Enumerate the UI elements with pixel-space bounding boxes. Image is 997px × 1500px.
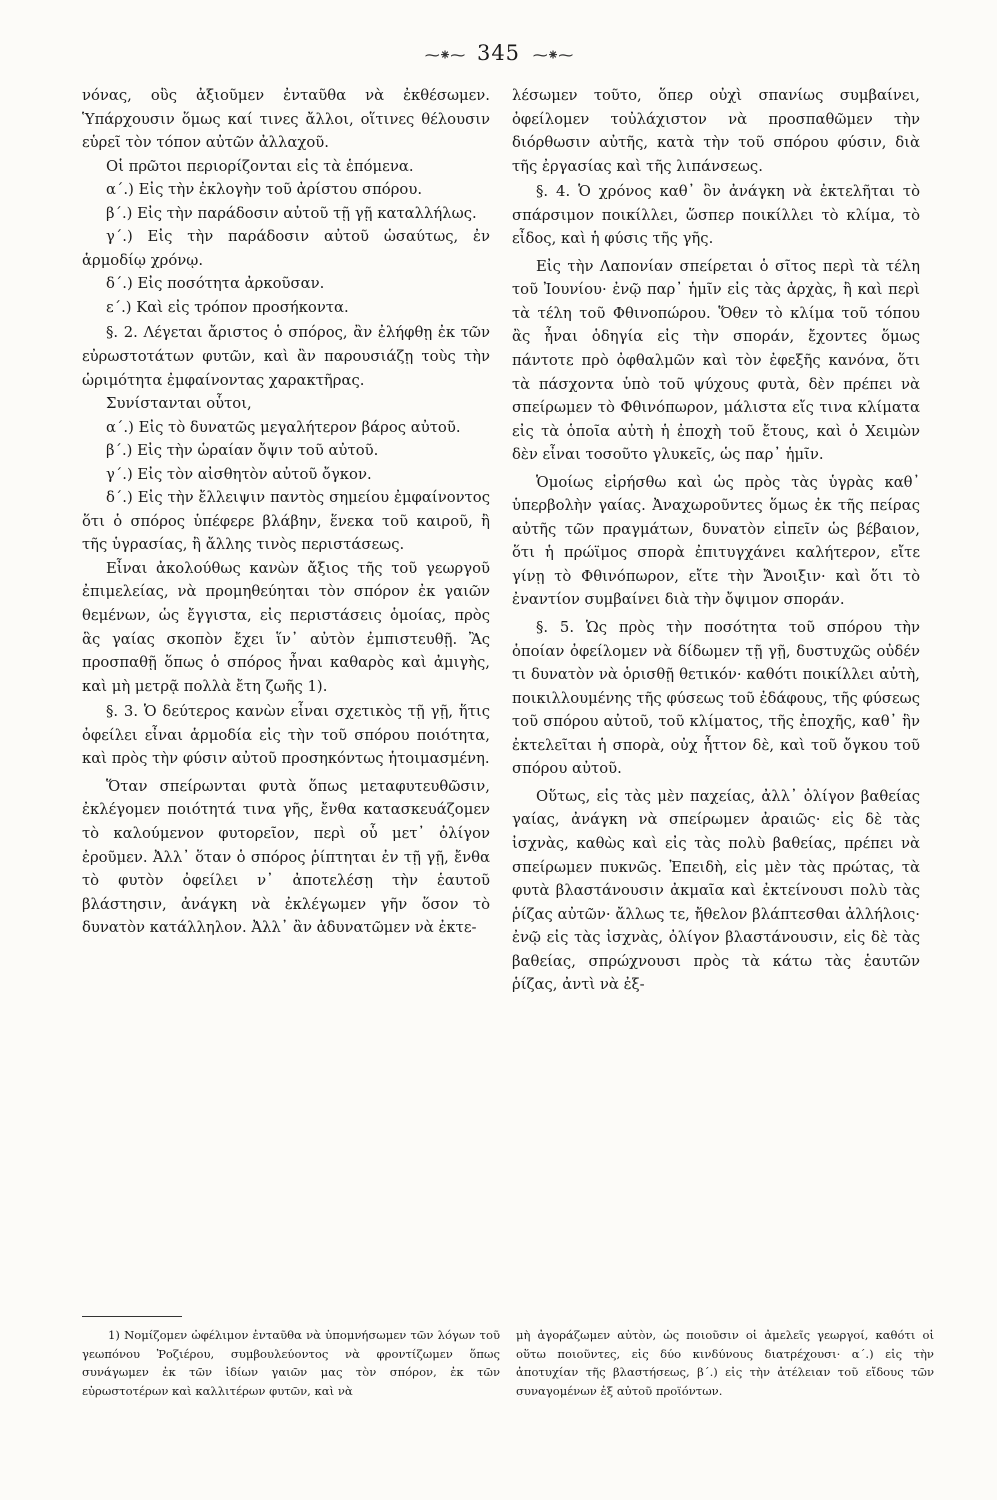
- paragraph: β΄.) Εἰς τὴν παράδοσιν αὐτοῦ τῇ γῇ καταλλήλως.: [106, 204, 477, 222]
- paragraph: Ὅταν σπείρωνται φυτὰ ὅπως μεταφυτευθῶσιν, ἐκλέγομεν ποιότητά τινα γῆς, ἔνθα κατασκευάζομεν τὸ καλούμενον φυτορεῖον, περὶ οὗ μετ᾿ ὀλίγον ἐροῦμεν. Ἀλλ᾿ ὅταν ὁ σπόρος ῥίπτηται ἐν τῇ γῇ, ἔνθα τὸ φυτὸν ὀφείλει ν᾿ ἀποτελέσῃ τὴν ἑαυτοῦ βλάστησιν, ἀνάγκη νὰ ἐκλέγωμεν γῆν ὅσον τὸ δυνατὸν κατάλληλον. Ἀλλ᾿ ἂν ἀδυνατῶμεν νὰ ἐκτε-: [82, 777, 490, 937]
- paragraph: δ΄.) Εἰς τὴν ἔλλειψιν παντὸς σημείου ἐμφαίνοντος ὅτι ὁ σπόρος ὑπέφερε βλάβην, ἕνεκα τοῦ καιροῦ, ἢ τῆς ὑγρασίας, ἢ ἄλλης τινὸς περιστάσεως.: [82, 489, 490, 554]
- paragraph: §. 5. Ὡς πρὸς τὴν ποσότητα τοῦ σπόρου τὴν ὁποίαν ὀφείλομεν νὰ δίδωμεν τῇ γῇ, δυστυχῶς οὐδέν τι δυνατὸν νὰ ὁρισθῇ θετικόν· καθότι ποικίλλει αὐτὴ, ποικιλλουμένης τῆς φύσεως τοῦ ἐδάφους, τῆς φύσεως τοῦ σπόρου αὐτοῦ, τοῦ κλίματος, τῆς ἐποχῆς, καθ᾿ ἣν ἐκτελεῖται ἡ σπορὰ, οὐχ ἧττον δὲ, καὶ τοῦ ὄγκου τοῦ σπόρου αὐτοῦ.: [512, 619, 920, 778]
- paragraph: §. 4. Ὁ χρόνος καθ᾿ ὃν ἀνάγκη νὰ ἐκτελῆται τὸ σπάρσιμον ποικίλλει, ὥσπερ ποικίλλει τὸ κλίμα, τὸ εἶδος, καὶ ἡ φύσις τῆς γῆς.: [512, 183, 920, 248]
- ornament-left-icon: ⁓⁕⁓: [424, 46, 465, 64]
- paragraph: ε΄.) Καὶ εἰς τρόπον προσήκοντα.: [106, 298, 349, 316]
- right-column: [512, 84, 920, 994]
- page-number: 345: [476, 41, 521, 65]
- paragraph: Ὁμοίως εἰρήσθω καὶ ὡς πρὸς τὰς ὑγρὰς καθ᾿ ὑπερβολὴν γαίας. Ἀναχωροῦντες ὅμως ἐκ τῆς πείρας αὐτῆς τῶν πραγμάτων, δυνατὸν εἰπεῖν ὡς βέβαιον, ὅτι ἡ πρώϊμος σπορὰ ἐπιτυγχάνει καλήτερον, εἴτε γίνῃ τὸ Φθινόπωρον, εἴτε τὴν Ἄνοιξιν· καὶ ὅτι τὸ ἐναντίον συμβαίνει διὰ τὴν ὄψιμον σποράν.: [512, 473, 920, 609]
- footnote-text: μὴ ἀγοράζωμεν αὐτὸν, ὡς ποιοῦσιν οἱ ἀμελεῖς γεωργοί, καθότι οἱ οὕτω ποιοῦντες, εἰς δύο κινδύνους διατρέχουσι· α΄.) εἰς τὴν ἀποτυχίαν τῆς βλαστήσεως, β΄.) εἰς τὴν ἀτέλειαν τοῦ εἴδους τῶν συναγομένων ἐξ αὐτοῦ προϊόντων.: [516, 1328, 934, 1398]
- footnote-rule: [82, 1316, 182, 1317]
- paragraph: γ΄.) Εἰς τὸν αἰσθητὸν αὐτοῦ ὄγκον.: [106, 465, 372, 483]
- paragraph: λέσωμεν τοῦτο, ὅπερ οὐχὶ σπανίως συμβαίνει, ὀφείλομεν τοὐλάχιστον νὰ προσπαθῶμεν τὴν διόρθωσιν αὐτῆς, κατὰ τὴν τοῦ σπόρου φύσιν, διὰ τῆς ἐργασίας καὶ τῆς λιπάνσεως.: [512, 87, 920, 175]
- paragraph: νόνας, οὓς ἀξιοῦμεν ἐνταῦθα νὰ ἐκθέσωμεν. Ὑπάρχουσιν ὅμως καί τινες ἄλλοι, οἵτινες θέλουσιν εὑρεῖ τὸν τόπον αὐτῶν ἀλλαχοῦ.: [82, 87, 490, 152]
- paragraph: Εἶναι ἀκολούθως κανὼν ἄξιος τῆς τοῦ γεωργοῦ ἐπιμελείας, νὰ προμηθεύηται τὸν σπόρον ἐκ γαιῶν θεμένων, ὡς ἔγγιστα, εἰς περιστάσεις ὁμοίας, πρὸς ἃς γαίας σκοπὸν ἔχει ἵν᾿ αὐτὸν ἐμπιστευθῇ. Ἂς προσπαθῇ ὅπως ὁ σπόρος ἦναι καθαρὸς καὶ ἀμιγὴς, καὶ μὴ μετρᾷ πολλὰ ἔτη ζωῆς 1).: [82, 559, 490, 695]
- paragraph: §. 3. Ὁ δεύτερος κανὼν εἶναι σχετικὸς τῇ γῇ, ἥτις ὀφείλει εἶναι ἁρμοδία εἰς τὴν τοῦ σπόρου ποιότητα, καὶ πρὸς τὴν φύσιν αὐτοῦ προσηκόντως ἡτοιμασμένη.: [82, 703, 490, 768]
- paragraph: δ΄.) Εἰς ποσότητα ἀρκοῦσαν.: [106, 275, 325, 293]
- paragraph: §. 2. Λέγεται ἄριστος ὁ σπόρος, ἂν ἐλήφθῃ ἐκ τῶν εὐρωστοτάτων φυτῶν, καὶ ἂν παρουσιάζῃ τοὺς τὴν ὡριμότητα ἐμφαίνοντας χαρακτῆρας.: [82, 324, 490, 389]
- left-column: [82, 84, 490, 937]
- paragraph: Οὕτως, εἰς τὰς μὲν παχείας, ἀλλ᾿ ὀλίγον βαθείας γαίας, ἀνάγκη νὰ σπείρωμεν ἀραιῶς· εἰς δὲ τὰς ἰσχνὰς, καθὼς καὶ εἰς τὰς πολὺ βαθείας, πρέπει νὰ σπείρωμεν πυκνῶς. Ἐπειδὴ, εἰς μὲν τὰς πρώτας, τὰ φυτὰ βλαστάνουσιν ἀκμαῖα καὶ ἐκτείνουσι πολὺ τὰς ῥίζας αὐτῶν· ἄλλως τε, ἤθελον βλάπτεσθαι ἀλλήλοις· ἐνῷ εἰς τὰς ἰσχνὰς, ὀλίγον βλαστάνουσιν, εἰς δὲ τὰς βαθείας, σπρώχνουσι πρὸς τὰ κάτω τὰς ἑαυτῶν ῥίζας, ἀντὶ νὰ ἐξ-: [512, 787, 920, 994]
- footnote-right: [516, 1326, 934, 1400]
- paragraph: γ΄.) Εἰς τὴν παράδοσιν αὐτοῦ ὡσαύτως, ἐν ἁρμοδίῳ χρόνῳ.: [82, 228, 490, 269]
- ornament-right-icon: ⁓⁕⁓: [532, 46, 573, 64]
- paragraph: α΄.) Εἰς τὴν ἐκλογὴν τοῦ ἀρίστου σπόρου.: [106, 181, 423, 199]
- footnote-left: [82, 1326, 500, 1400]
- footnote-text: 1) Νομίζομεν ὠφέλιμον ἐνταῦθα νὰ ὑπομνήσωμεν τῶν λόγων τοῦ γεωπόνου Ῥοζιέρου, συμβουλεύοντος νὰ φροντίζωμεν ὅπως συνάγωμεν ἐκ τῶν ἰδίων γαιῶν μας τὸν σπόρον, ἐκ τῶν εὐρωστοτέρων καὶ καλλιτέρων φυτῶν, καὶ νὰ: [82, 1328, 500, 1398]
- paragraph: β΄.) Εἰς τὴν ὡραίαν ὄψιν τοῦ αὐτοῦ.: [106, 442, 379, 460]
- paragraph: Συνίστανται οὗτοι,: [106, 395, 252, 413]
- paragraph: Εἰς τὴν Λαπονίαν σπείρεται ὁ σῖτος περὶ τὰ τέλη τοῦ Ἰουνίου· ἐνῷ παρ᾿ ἡμῖν εἰς τὰς ἀρχὰς, ἢ καὶ περὶ τὰ τέλη τοῦ Φθινοπώρου. Ὅθεν τὸ κλίμα τοῦ τόπου ἂς ἦναι ὁδηγία εἰς τὴν σποράν, ἔχοντες ὅμως πάντοτε πρὸ ὀφθαλμῶν καὶ τὸν ἐφεξῆς κανόνα, ὅτι τὰ πάσχοντα ὑπὸ τοῦ ψύχους φυτὰ, δὲν πρέπει νὰ σπείρωμεν τὸ Φθινόπωρον, μάλιστα εἴς τινα κλίματα εἰς τὰ ὁποῖα αὐτὴ ἡ ἐποχὴ τοῦ ἔτους, καὶ ὁ Χειμὼν δὲν εἶναι τοσοῦτο γλυκεῖς, ὡς παρ᾿ ἡμῖν.: [512, 257, 920, 464]
- paragraph: Οἱ πρῶτοι περιορίζονται εἰς τὰ ἑπόμενα.: [106, 157, 414, 175]
- paragraph: α΄.) Εἰς τὸ δυνατῶς μεγαλήτερον βάρος αὐτοῦ.: [106, 418, 461, 436]
- page-header: [0, 38, 997, 68]
